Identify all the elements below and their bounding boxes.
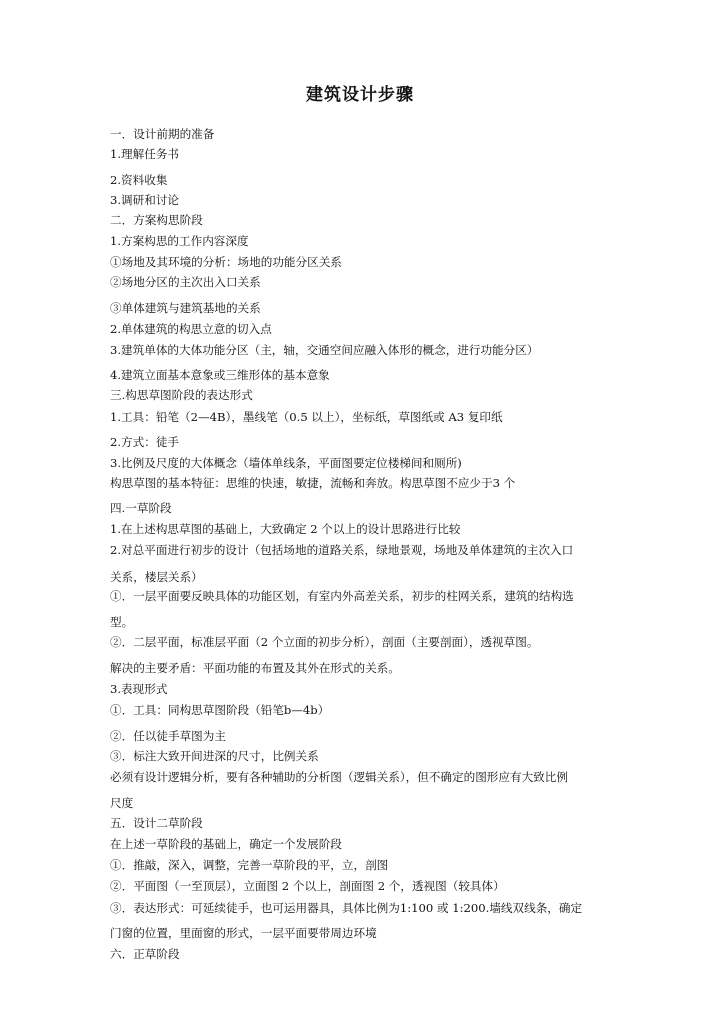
text-line: ③．表达形式：可延续徒手，也可运用器具，具体比例为1:100 或 1:200.墙线双线条，确定: [110, 901, 583, 915]
text-line: 4.建筑立面基本意象或三维形体的基本意象: [110, 368, 330, 382]
text-line: 门窗的位置，里面窗的形式，一层平面要带周边环境: [110, 926, 377, 940]
text-line: ①．推敲，深入，调整，完善一草阶段的平，立，剖图: [110, 858, 389, 872]
section-heading-6: 六．正草阶段: [110, 947, 180, 961]
text-line: 型。: [110, 615, 134, 629]
section-heading-1: 一．设计前期的准备: [110, 127, 215, 141]
text-line: 在上述一草阶段的基础上，确定一个发展阶段: [110, 837, 342, 851]
text-line: ①．一层平面要反映具体的功能区划，有室内外高差关系，初步的柱网关系，建筑的结构选: [110, 589, 574, 603]
text-line: 3.表现形式: [110, 682, 168, 696]
text-line: 必须有设计逻辑分析，要有各种辅助的分析图（逻辑关系），但不确定的图形应有大致比例: [110, 770, 568, 784]
section-heading-5: 五．设计二草阶段: [110, 816, 203, 830]
text-line: 构思草图的基本特征：思维的快速，敏捷，流畅和奔放。构思草图不应少于3 个: [110, 476, 516, 490]
text-line: ②．二层平面，标准层平面（2 个立面的初步分析），剖面（主要剖面），透视草图。: [110, 635, 539, 649]
text-line: 1.方案构思的工作内容深度: [110, 234, 249, 248]
text-line: 2.对总平面进行初步的设计（包括场地的道路关系，绿地景观，场地及单体建筑的主次入口: [110, 543, 574, 557]
text-line: 尺度: [110, 796, 134, 810]
section-heading-4: 四.一草阶段: [110, 501, 172, 515]
text-line: 关系，楼层关系）: [110, 570, 203, 584]
section-heading-3: 三.构思草图阶段的表达形式: [110, 388, 253, 402]
text-line: 3.比例及尺度的大体概念（墙体单线条，平面图要定位楼梯间和厕所): [110, 456, 462, 470]
text-line: ②场地分区的主次出入口关系: [110, 275, 261, 289]
text-line: 1.在上述构思草图的基础上，大致确定 2 个以上的设计思路进行比较: [110, 522, 461, 536]
text-line: 解决的主要矛盾：平面功能的布置及其外在形式的关系。: [110, 661, 400, 675]
text-line: ②．任以徒手草图为主: [110, 729, 226, 743]
text-line: 2.资料收集: [110, 173, 168, 187]
text-line: 3.建筑单体的大体功能分区（主，轴，交通空间应融入体形的概念，进行功能分区）: [110, 343, 539, 357]
text-line: ①．工具：同构思草图阶段（铅笔b—4b）: [110, 703, 330, 717]
text-line: 2.单体建筑的构思立意的切入点: [110, 322, 272, 336]
text-line: 3.调研和讨论: [110, 193, 180, 207]
text-line: ③单体建筑与建筑基地的关系: [110, 301, 261, 315]
text-line: ③．标注大致开间进深的尺寸，比例关系: [110, 749, 319, 763]
text-line: ②．平面图（一至顶层），立面图 2 个以上，剖面图 2 个，透视图（较具体）: [110, 879, 505, 893]
text-line: 1.工具：铅笔（2—4B），墨线笔（0.5 以上），坐标纸，草图纸或 A3 复印纸: [110, 410, 503, 424]
section-heading-2: 二．方案构思阶段: [110, 213, 203, 227]
text-line: 2.方式：徒手: [110, 435, 180, 449]
text-line: 1.理解任务书: [110, 147, 180, 161]
text-line: ①场地及其环境的分析：场地的功能分区关系: [110, 255, 342, 269]
document-title: 建筑设计步骤: [306, 85, 414, 105]
